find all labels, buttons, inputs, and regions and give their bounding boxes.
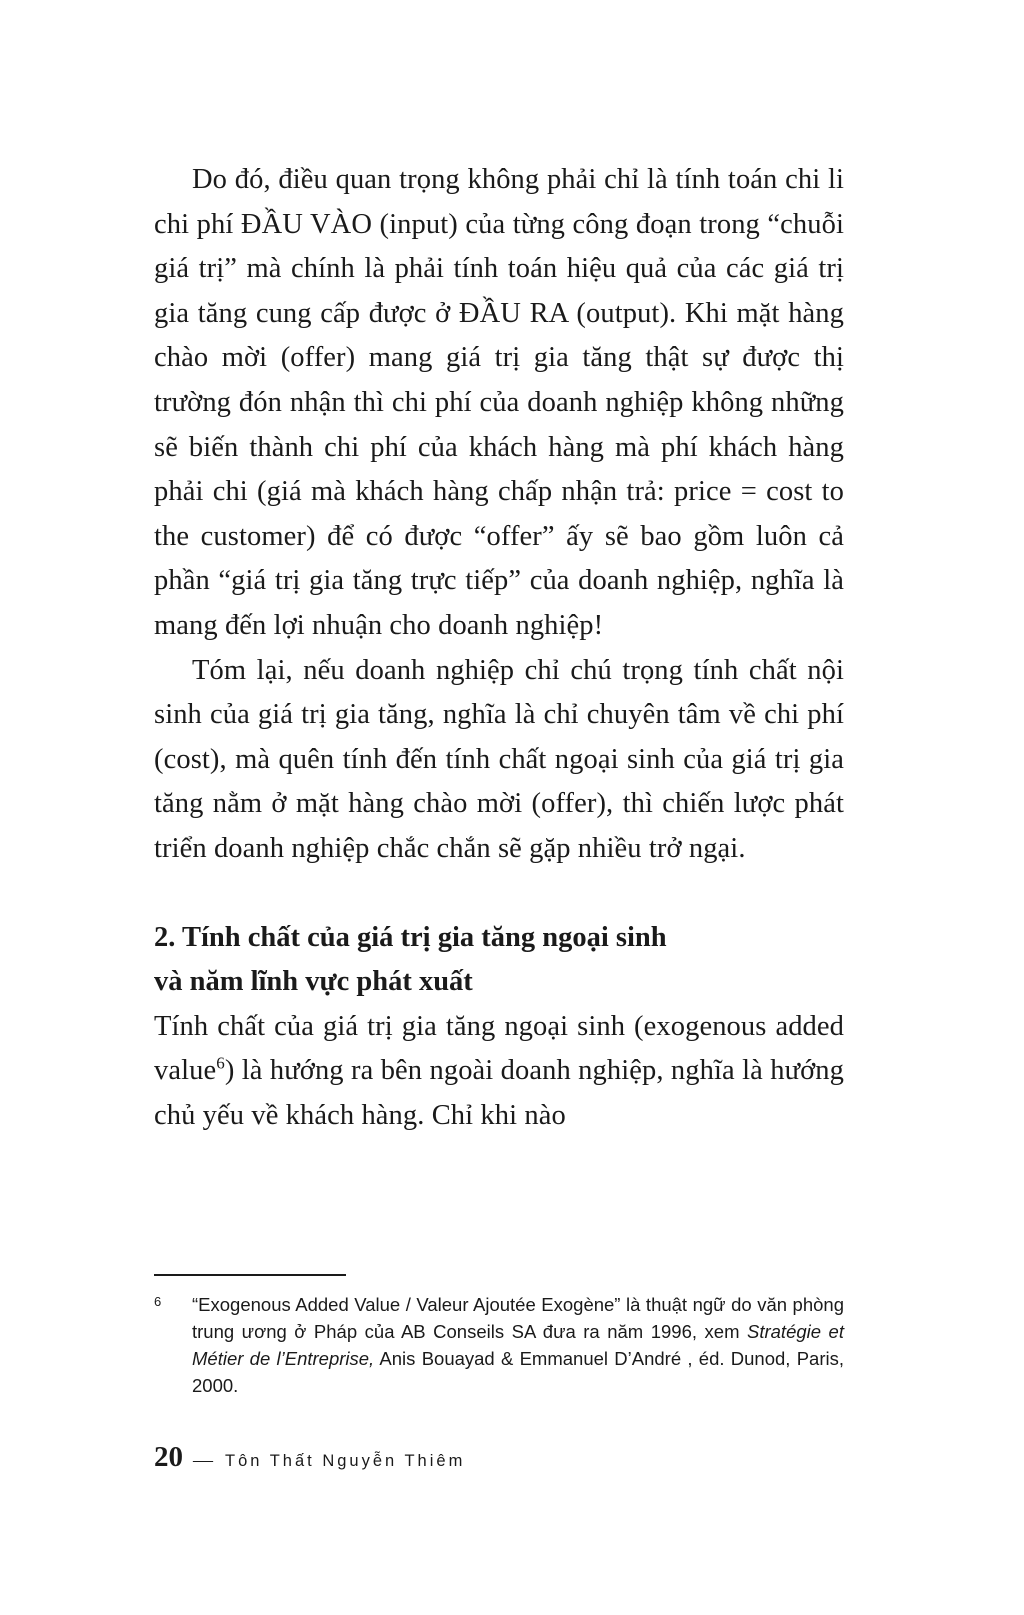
- footnote-book-title: Stratégie et Métier de l’Entreprise,: [192, 1321, 844, 1369]
- section-heading-line-2: và năm lĩnh vực phát xuất: [154, 966, 473, 998]
- section-paragraph: [154, 1005, 844, 1139]
- footer-separator: —: [193, 1449, 213, 1471]
- page-footer: [154, 1441, 465, 1474]
- footnote-number: 6: [154, 1294, 162, 1309]
- section-heading-line-1: 2. Tính chất của giá trị gia tăng ngoại sinh: [154, 921, 667, 953]
- section-paragraph-start: Tính chất của giá trị gia tăng ngoại sinh (exogenous added value: [154, 1010, 844, 1087]
- footnote-reference[interactable]: 6: [216, 1053, 225, 1073]
- footnote-text-part-2: Anis Bouayad & Emmanuel D’André , éd. Dunod, Paris, 2000.: [192, 1348, 844, 1396]
- page-number: 20: [154, 1441, 183, 1473]
- footnote-divider: [154, 1274, 346, 1276]
- paragraph-2: Tóm lại, nếu doanh nghiệp chỉ chú trọng tính chất nội sinh của giá trị gia tăng, nghĩa là chỉ chuyên tâm về chi phí (cost), mà quên tính đến tính chất ngoại sinh của giá trị gia tăng nằm ở mặt hàng chào mời (offer), thì chiến lược phát triển doanh nghiệp chắc chắn sẽ gặp nhiều trở ngại.: [154, 654, 844, 864]
- paragraph-1: Do đó, điều quan trọng không phải chỉ là tính toán chi li chi phí ĐẦU VÀO (input) của từng công đoạn trong “chuỗi giá trị” mà chính là phải tính toán hiệu quả của các giá trị gia tăng cung cấp được ở ĐẦU RA (output). Khi mặt hàng chào mời (offer) mang giá trị gia tăng thật sự được thị trường đón nhận thì chi phí của doanh nghiệp không những sẽ biến thành chi phí của khách hàng mà phí khách hàng phải chi (giá mà khách hàng chấp nhận trả: price = cost to the customer) để có được “offer” ấy sẽ bao gồm luôn cả phần “giá trị gia tăng trực tiếp” của doanh nghiệp, nghĩa là mang đến lợi nhuận cho doanh nghiệp!: [154, 164, 844, 641]
- footnote-text: [192, 1291, 844, 1399]
- page-content: [154, 158, 844, 1138]
- footnote: [154, 1291, 844, 1399]
- section-paragraph-end: ) là hướng ra bên ngoài doanh nghiệp, nghĩa là hướng chủ yếu về khách hàng. Chỉ khi nào: [154, 1055, 844, 1131]
- footnote-text-part-1: “Exogenous Added Value / Valeur Ajoutée Exogène” là thuật ngữ do văn phòng trung ương ở Pháp của AB Conseils SA đưa ra năm 1996, xem: [192, 1294, 844, 1342]
- author-name: Tôn Thất Nguyễn Thiêm: [225, 1452, 466, 1470]
- section-heading: [154, 916, 844, 1005]
